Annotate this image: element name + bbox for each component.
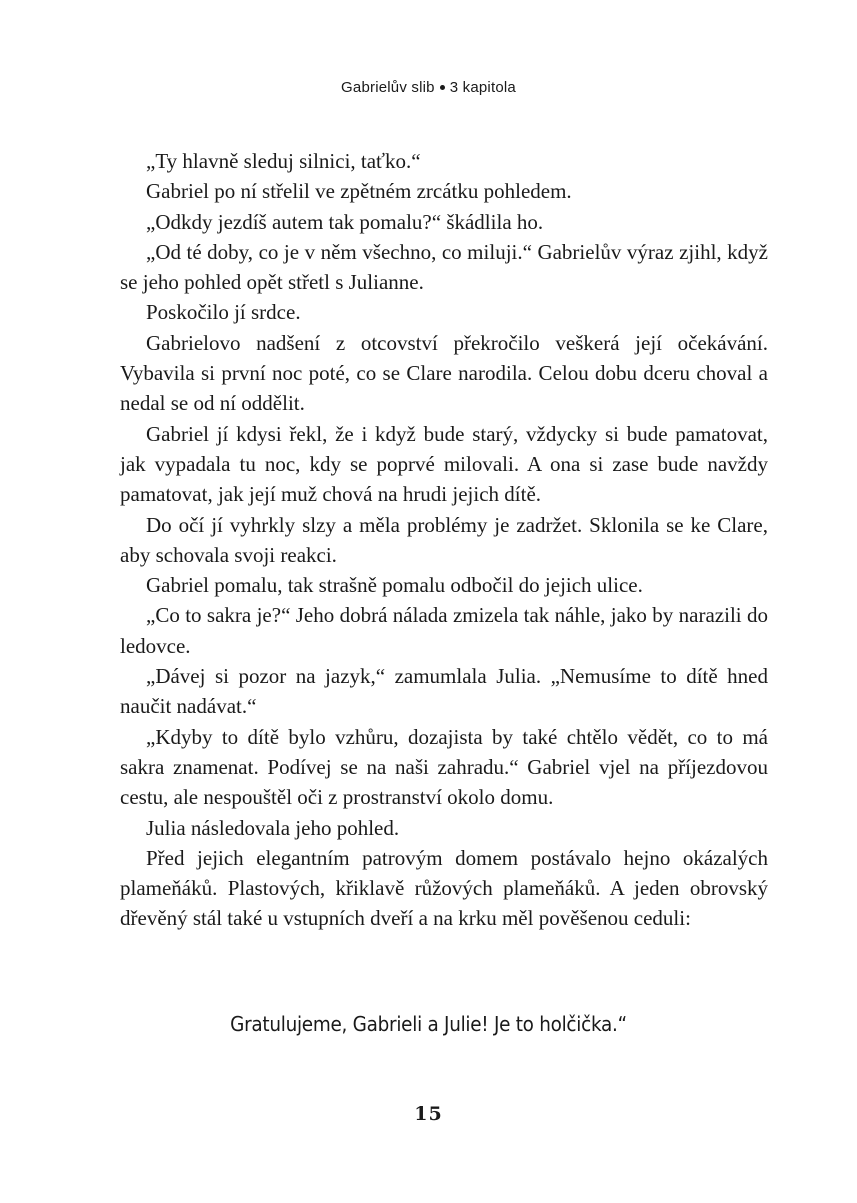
page-number: 15 [414,1103,443,1125]
body-text [120,146,768,934]
paragraph: Před jejich elegantním patrovým domem postávalo hejno okázalých plameňáků. Plastových, křiklavě růžových plameňáků. A jeden obrovský dřevěný stál také u vstupních dveří a na krku měl pověšenou ceduli: [120,845,768,931]
paragraph: „Co to sakra je?“ Jeho dobrá nálada zmizela tak náhle, jako by narazili do ledovce. [120,603,768,658]
paragraph: Poskočilo jí srdce. [146,300,301,325]
paragraph: Gabriel po ní střelil ve zpětném zrcátku pohledem. [146,179,572,204]
book-title: Gabrielův slib [341,79,435,96]
paragraph: „Odkdy jezdíš autem tak pomalu?“ škádlila ho. [146,209,544,234]
running-header [0,79,857,96]
bullet-separator-icon [440,85,445,90]
paragraph: Gabrielovo nadšení z otcovství překročilo veškerá její očekávání. Vybavila si první noc poté, co se Clare narodila. Celou dobu dceru choval a nedal se od ní oddělit. [120,330,768,416]
paragraph: „Od té doby, co je v něm všechno, co miluji.“ Gabrielův výraz zjihl, když se jeho pohled opět střetl s Julianne. [120,239,768,295]
paragraph: Gabriel pomalu, tak strašně pomalu odbočil do jejich ulice. [146,573,643,598]
paragraph: „Kdyby to dítě bylo vzhůru, dozajista by také chtělo vědět, co to má sakra znamenat. Podívej se na naši zahradu.“ Gabriel vjel na příjezdovou cestu, ale nespouštěl oči z prostranství okolo domu. [120,724,768,810]
paragraph: Do očí jí vyhrkly slzy a měla problémy je zadržet. Sklonila se ke Clare, aby schovala svoji reakci. [120,512,768,567]
paragraph: „Dávej si pozor na jazyk,“ zamumlala Julia. „Nemusíme to dítě hned naučit nadávat.“ [120,664,768,719]
chapter-label: 3 kapitola [449,79,516,96]
sign-text: Gratulujeme, Gabrieli a Julie! Je to holčička.“ [230,1012,627,1036]
paragraph: Gabriel jí kdysi řekl, že i když bude starý, vždycky si bude pamatovat, jak vypadala tu noc, kdy se poprvé milovali. A ona si zase bude navždy pamatovat, jak její muž chová na hrudi jejich dítě. [120,421,768,507]
paragraph: Julia následovala jeho pohled. [146,815,400,840]
paragraph: „Ty hlavně sleduj silnici, taťko.“ [146,149,421,173]
